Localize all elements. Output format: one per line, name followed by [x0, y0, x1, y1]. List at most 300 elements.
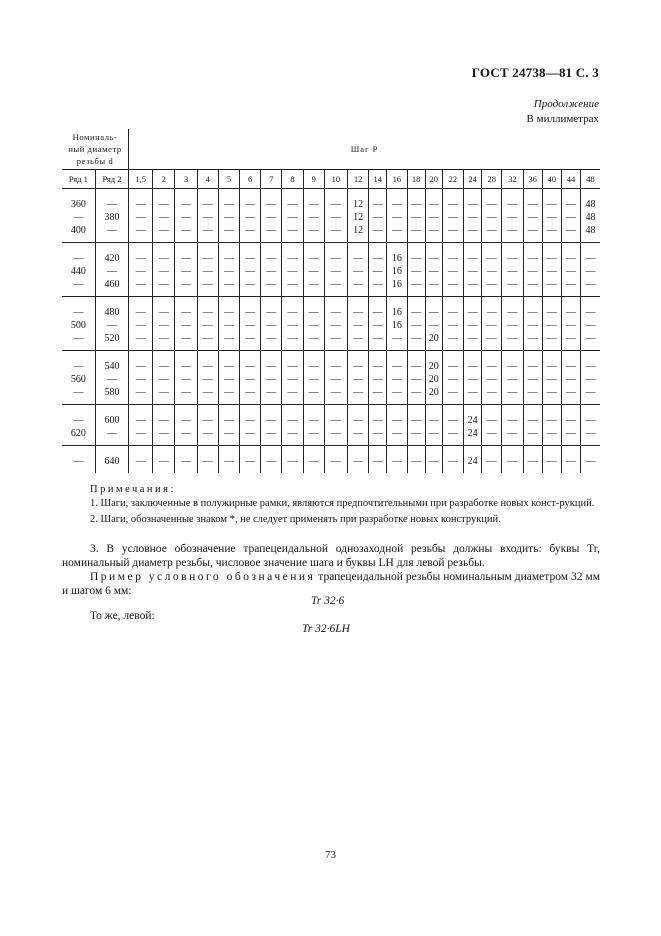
pitch-cell-value: —	[428, 279, 439, 290]
row2-diameter-cell-value: —	[106, 225, 117, 236]
pitch-cell-value: —	[391, 415, 402, 426]
pitch-cell-value: —	[223, 374, 234, 385]
pitch-cell-value: —	[287, 361, 298, 372]
pitch-cell-value: —	[330, 456, 341, 467]
pitch-cell-value: —	[287, 387, 298, 398]
pitch-cell-value: —	[507, 333, 518, 344]
pitch-cell-value: —	[372, 307, 383, 318]
pitch-cell-value: —	[308, 415, 319, 426]
same-left-line	[62, 609, 600, 623]
pitch-cell	[348, 351, 369, 405]
pitch-cell-value: —	[411, 199, 422, 210]
pitch-cell-value: —	[330, 415, 341, 426]
pitch-cell-value: —	[546, 199, 557, 210]
pitch-cell-value: —	[391, 212, 402, 223]
pitch-cell-value: —	[372, 361, 383, 372]
row2-diameter-cell-value: —	[106, 266, 117, 277]
pitch-cell	[218, 351, 239, 405]
pitch-cell-value: —	[585, 428, 596, 439]
pitch-cell	[218, 189, 239, 243]
pitch-cell-value: —	[245, 212, 256, 223]
pitch-header-cell: 3	[175, 170, 197, 189]
pitch-cell-value: —	[507, 387, 518, 398]
pitch-cell-value: —	[507, 266, 518, 277]
pitch-cell-value: —	[223, 320, 234, 331]
pitch-cell	[324, 405, 347, 446]
pitch-cell-value: —	[287, 415, 298, 426]
pitch-cell-value: —	[447, 199, 458, 210]
pitch-cell	[369, 405, 387, 446]
pitch-cell	[581, 446, 600, 474]
pitch-cell-value: —	[181, 253, 192, 264]
pitch-cell-value: —	[507, 374, 518, 385]
pitch-cell-value: —	[158, 199, 169, 210]
pitch-cell	[581, 297, 600, 351]
pitch-cell	[153, 189, 175, 243]
pitch-cell	[261, 351, 282, 405]
pitch-cell	[348, 243, 369, 297]
pitch-cell-value: —	[486, 387, 497, 398]
pitch-cell-value: —	[507, 415, 518, 426]
pitch-cell-value: —	[428, 212, 439, 223]
pitch-cell-value: —	[428, 428, 439, 439]
pitch-cell	[324, 446, 347, 474]
pitch-cell-value: —	[585, 333, 596, 344]
pitch-header-cell: 1,5	[129, 170, 153, 189]
pitch-cell-value: —	[135, 199, 146, 210]
pitch-cell-value: —	[467, 253, 478, 264]
pitch-cell-value: —	[411, 428, 422, 439]
row1-diameter-cell-value: 360	[70, 199, 86, 210]
pitch-cell-value: —	[411, 279, 422, 290]
pitch-cell-value: —	[411, 225, 422, 236]
pitch-cell-value: —	[135, 225, 146, 236]
pitch-cell-value: 16	[391, 320, 402, 331]
paragraph-3-text: 3. В условное обозначение трапецеидальной однозаходной резьбы должны входить: буквы Tr, номинальный диаметр резьбы, числовое значение шага и буквы LH для левой резьбы.	[62, 543, 600, 569]
pitch-cell	[442, 405, 463, 446]
pitch-cell-value: —	[546, 374, 557, 385]
nominal-header-line: резьбы d	[76, 156, 114, 166]
pitch-cell	[240, 297, 261, 351]
pitch-cell-value: —	[467, 307, 478, 318]
row1-diameter-cell-value: —	[73, 387, 84, 398]
pitch-cell-value: —	[245, 361, 256, 372]
row1-diameter-cell	[62, 297, 95, 351]
pitch-cell	[175, 351, 197, 405]
pitch-cell-value: —	[565, 307, 576, 318]
pitch-cell-value: —	[372, 199, 383, 210]
pitch-cell-value: —	[353, 374, 364, 385]
pitch-cell-value: —	[372, 225, 383, 236]
pitch-cell-value: —	[245, 225, 256, 236]
pitch-cell-value: —	[266, 320, 277, 331]
row2-diameter-cell-value: 540	[104, 361, 120, 372]
pitch-cell	[153, 243, 175, 297]
pitch-cell	[197, 297, 218, 351]
pitch-cell-value: —	[411, 307, 422, 318]
pitch-cell	[261, 446, 282, 474]
pitch-cell-value: —	[308, 199, 319, 210]
pitch-cell-value: —	[330, 333, 341, 344]
pitch-header-cell: 14	[369, 170, 387, 189]
pitch-cell	[348, 405, 369, 446]
pitch-cell-value: —	[202, 253, 213, 264]
pitch-cell-value: —	[372, 415, 383, 426]
pitch-header-cell: 2	[153, 170, 175, 189]
pitch-cell-value: —	[181, 361, 192, 372]
units-label: В миллиметрах	[526, 113, 599, 125]
pitch-cell-value: —	[223, 361, 234, 372]
pitch-cell	[523, 243, 542, 297]
pitch-cell-value: —	[467, 361, 478, 372]
row2-diameter-cell-value: 380	[104, 212, 120, 223]
pitch-cell-value: —	[447, 387, 458, 398]
pitch-cell-value: —	[181, 199, 192, 210]
pitch-cell-value: 48	[585, 212, 596, 223]
pitch-cell-value: —	[391, 199, 402, 210]
pitch-cell	[303, 446, 324, 474]
pitch-cell	[482, 243, 502, 297]
pitch-cell	[282, 189, 303, 243]
row1-diameter-cell-value: 560	[70, 374, 86, 385]
pitch-cell-value: —	[546, 279, 557, 290]
pitch-cell-value: —	[585, 253, 596, 264]
pitch-cell-value: —	[135, 307, 146, 318]
pitch-cell	[240, 189, 261, 243]
pitch-cell-value: —	[202, 374, 213, 385]
pitch-cell-value: —	[585, 307, 596, 318]
row1-diameter-cell	[62, 405, 95, 446]
pitch-cell-value: —	[287, 307, 298, 318]
row1-diameter-cell	[62, 189, 95, 243]
pitch-cell	[425, 446, 442, 474]
pitch-cell-value: —	[135, 266, 146, 277]
pitch-cell-value: —	[158, 253, 169, 264]
pitch-cell-value: —	[330, 279, 341, 290]
row2-diameter-cell-value: 640	[104, 456, 120, 467]
pitch-cell-value: 16	[391, 307, 402, 318]
nominal-header-line: Номиналь-	[72, 132, 118, 142]
pitch-cell-value: 24	[467, 428, 478, 439]
pitch-cell-value: —	[158, 387, 169, 398]
pitch-cell-value: —	[565, 320, 576, 331]
pitch-cell-value: —	[202, 456, 213, 467]
pitch-cell-value: —	[585, 415, 596, 426]
pitch-cell	[324, 243, 347, 297]
pitch-cell-value: —	[353, 266, 364, 277]
pitch-cell	[464, 189, 482, 243]
pitch-cell-value: —	[266, 387, 277, 398]
pitch-cell-value: —	[181, 374, 192, 385]
example-text: трапецеидальной резьбы номинальным диаметром 32 мм и шагом 6 мм:	[62, 571, 600, 597]
pitch-cell	[369, 446, 387, 474]
pitch-cell-value: —	[391, 428, 402, 439]
pitch-cell-value: —	[202, 225, 213, 236]
pitch-cell-value: —	[135, 212, 146, 223]
row1-diameter-cell-value: 400	[70, 225, 86, 236]
pitch-cell-value: —	[308, 279, 319, 290]
pitch-cell-value: —	[565, 199, 576, 210]
pitch-cell-value: —	[202, 333, 213, 344]
pitch-cell-value: —	[486, 361, 497, 372]
pitch-cell-value: —	[467, 199, 478, 210]
pitch-cell-value: —	[330, 225, 341, 236]
pitch-cell	[502, 351, 523, 405]
pitch-cell-value: —	[308, 320, 319, 331]
pitch-cell-value: —	[565, 225, 576, 236]
pitch-cell-value: —	[330, 320, 341, 331]
pitch-cell-value: —	[428, 266, 439, 277]
pitch-cell-value: —	[486, 225, 497, 236]
pitch-cell-value: —	[266, 199, 277, 210]
pitch-cell	[482, 405, 502, 446]
pitch-cell-value: —	[202, 387, 213, 398]
pitch-cell-value: —	[546, 212, 557, 223]
pitch-cell	[175, 189, 197, 243]
pitch-cell-value: —	[266, 333, 277, 344]
pitch-cell	[348, 297, 369, 351]
pitch-cell-value: —	[411, 361, 422, 372]
pitch-cell-value: —	[486, 333, 497, 344]
pitch-cell	[175, 446, 197, 474]
pitch-cell-value: —	[158, 428, 169, 439]
pitch-cell	[523, 351, 542, 405]
pitch-cell-value: —	[527, 253, 538, 264]
row2-diameter-cell-value: 520	[104, 333, 120, 344]
row1-diameter-cell	[62, 243, 95, 297]
row2-diameter-cell-value: —	[106, 374, 117, 385]
pitch-cell-value: 20	[428, 361, 439, 372]
pitch-cell-value: —	[330, 253, 341, 264]
pitch-cell-value: —	[527, 428, 538, 439]
row1-diameter-cell-value: 620	[70, 428, 86, 439]
pitch-cell-value: —	[353, 320, 364, 331]
pitch-cell-value: —	[308, 307, 319, 318]
pitch-cell-value: —	[546, 361, 557, 372]
pitch-cell-value: —	[202, 199, 213, 210]
pitch-cell-value: —	[308, 387, 319, 398]
pitch-cell-value: —	[565, 279, 576, 290]
pitch-cell-value: —	[245, 320, 256, 331]
pitch-cell-value: —	[585, 374, 596, 385]
pitch-cell	[218, 446, 239, 474]
pitch-cell	[407, 243, 425, 297]
pitch-cell-value: —	[527, 374, 538, 385]
pitch-cell-value: —	[287, 428, 298, 439]
pitch-cell-value: 24	[467, 415, 478, 426]
pitch-cell-value: —	[245, 428, 256, 439]
pitch-cell-value: —	[353, 387, 364, 398]
pitch-cell-value: —	[158, 374, 169, 385]
pitch-cell-value: —	[266, 456, 277, 467]
example-label: Пример условного обозначения	[90, 571, 316, 583]
pitch-cell-value: —	[245, 387, 256, 398]
pitch-cell-value: —	[447, 415, 458, 426]
pitch-cell-value: —	[411, 333, 422, 344]
pitch-cell-value: —	[353, 456, 364, 467]
pitch-cell	[197, 243, 218, 297]
pitch-cell-value: —	[486, 320, 497, 331]
pitch-cell-value: —	[372, 320, 383, 331]
pitch-cell-value: —	[266, 266, 277, 277]
pitch-cell	[464, 243, 482, 297]
pitch-cell	[581, 351, 600, 405]
pitch-cell	[523, 446, 542, 474]
row1-diameter-cell-value: —	[73, 361, 84, 372]
pitch-cell-value: —	[353, 428, 364, 439]
row2-diameter-cell-value: —	[106, 320, 117, 331]
pitch-cell-value: 48	[585, 199, 596, 210]
pitch-cell	[197, 446, 218, 474]
pitch-cell	[561, 297, 580, 351]
pitch-cell	[387, 297, 407, 351]
pitch-cell	[218, 243, 239, 297]
pitch-cell-value: —	[527, 387, 538, 398]
pitch-cell-value: —	[486, 374, 497, 385]
pitch-cell-value: —	[353, 415, 364, 426]
pitch-cell-value: —	[181, 266, 192, 277]
pitch-cell	[303, 243, 324, 297]
pitch-cell-value: —	[486, 266, 497, 277]
pitch-cell-value: —	[330, 199, 341, 210]
pitch-cell-value: —	[223, 199, 234, 210]
pitch-cell-value: —	[266, 253, 277, 264]
pitch-header-cell: 20	[425, 170, 442, 189]
notes-title: Примечания:	[90, 484, 176, 495]
pitch-cell-value: —	[411, 415, 422, 426]
pitch-cell-value: —	[585, 387, 596, 398]
pitch-cell-value: —	[411, 212, 422, 223]
pitch-cell-value: —	[546, 415, 557, 426]
pitch-cell	[324, 189, 347, 243]
row1-diameter-cell	[62, 446, 95, 474]
nominal-header-line: ный диаметр	[68, 144, 122, 154]
pitch-cell	[442, 297, 463, 351]
pitch-cell-value: —	[181, 320, 192, 331]
pitch-cell-value: —	[486, 307, 497, 318]
pitch-cell-value: —	[428, 415, 439, 426]
pitch-header-cell: 24	[464, 170, 482, 189]
pitch-cell-value: —	[181, 415, 192, 426]
pitch-cell-value: —	[287, 199, 298, 210]
row2-diameter-cell-value: 600	[104, 415, 120, 426]
pitch-cell	[369, 351, 387, 405]
pitch-cell-value: —	[287, 212, 298, 223]
pitch-cell-value: —	[245, 199, 256, 210]
pitch-cell-value: —	[411, 374, 422, 385]
pitch-cell-value: —	[527, 361, 538, 372]
pitch-cell	[197, 405, 218, 446]
pitch-header-cell: 40	[542, 170, 561, 189]
pitch-cell	[261, 189, 282, 243]
pitch-cell-value: —	[467, 266, 478, 277]
pitch-cell-value: —	[245, 307, 256, 318]
pitch-cell	[464, 405, 482, 446]
pitch-cell-value: —	[223, 253, 234, 264]
pitch-cell-value: 20	[428, 333, 439, 344]
pitch-cell-value: —	[308, 428, 319, 439]
pitch-cell-value: —	[467, 279, 478, 290]
pitch-cell	[282, 446, 303, 474]
pitch-cell	[387, 243, 407, 297]
pitch-cell-value: —	[507, 361, 518, 372]
pitch-cell	[442, 189, 463, 243]
pitch-cell-value: —	[158, 320, 169, 331]
pitch-cell-value: —	[287, 374, 298, 385]
pitch-cell	[425, 189, 442, 243]
pitch-cell-value: —	[447, 225, 458, 236]
pitch-cell-value: —	[585, 456, 596, 467]
pitch-cell	[303, 405, 324, 446]
pitch-cell	[442, 351, 463, 405]
pitch-cell-value: —	[507, 253, 518, 264]
row1-diameter-cell-value: —	[73, 212, 84, 223]
table-row-group	[62, 446, 600, 474]
pitch-cell-value: —	[266, 307, 277, 318]
pitch-header-cell: 12	[348, 170, 369, 189]
row1-diameter-cell-value: —	[73, 415, 84, 426]
pitch-cell-value: —	[447, 212, 458, 223]
pitch-cell-value: —	[330, 212, 341, 223]
pitch-cell-value: —	[266, 374, 277, 385]
pitch-header: Шаг P	[129, 129, 600, 170]
pitch-cell	[523, 189, 542, 243]
table-row-group	[62, 351, 600, 405]
row1-diameter-cell-value: —	[73, 307, 84, 318]
pitch-cell-value: —	[372, 253, 383, 264]
pitch-cell-value: —	[223, 456, 234, 467]
pitch-cell-value: —	[266, 279, 277, 290]
nominal-diameter-header	[62, 129, 129, 170]
pitch-cell-value: —	[411, 387, 422, 398]
pitch-cell-value: —	[507, 199, 518, 210]
pitch-cell	[502, 243, 523, 297]
pitch-header-cell: 8	[282, 170, 303, 189]
pitch-cell	[523, 297, 542, 351]
pitch-header-cell: 16	[387, 170, 407, 189]
pitch-header-cell: 44	[561, 170, 580, 189]
pitch-cell	[261, 405, 282, 446]
pitch-cell-value: —	[411, 320, 422, 331]
pitch-cell	[425, 351, 442, 405]
pitch-cell-value: —	[507, 279, 518, 290]
pitch-cell-value: —	[158, 415, 169, 426]
pitch-cell	[581, 243, 600, 297]
pitch-cell	[261, 297, 282, 351]
pitch-cell	[129, 405, 153, 446]
pitch-cell-value: —	[330, 428, 341, 439]
pitch-cell-value: —	[372, 456, 383, 467]
pitch-cell-value: —	[486, 199, 497, 210]
table-row-group	[62, 405, 600, 446]
pitch-cell-value: —	[287, 253, 298, 264]
pitch-cell	[153, 446, 175, 474]
pitch-cell-value: —	[527, 320, 538, 331]
pitch-cell-value: —	[245, 279, 256, 290]
pitch-cell-value: —	[507, 212, 518, 223]
pitch-cell	[581, 189, 600, 243]
pitch-cell	[129, 297, 153, 351]
pitch-cell-value: —	[546, 387, 557, 398]
pitch-cell	[282, 243, 303, 297]
pitch-cell	[442, 446, 463, 474]
pitch-cell-value: —	[181, 307, 192, 318]
pitch-cell	[581, 405, 600, 446]
pitch-cell-value: —	[585, 279, 596, 290]
pitch-cell-value: —	[181, 333, 192, 344]
pitch-cell	[218, 297, 239, 351]
pitch-cell-value: —	[527, 212, 538, 223]
